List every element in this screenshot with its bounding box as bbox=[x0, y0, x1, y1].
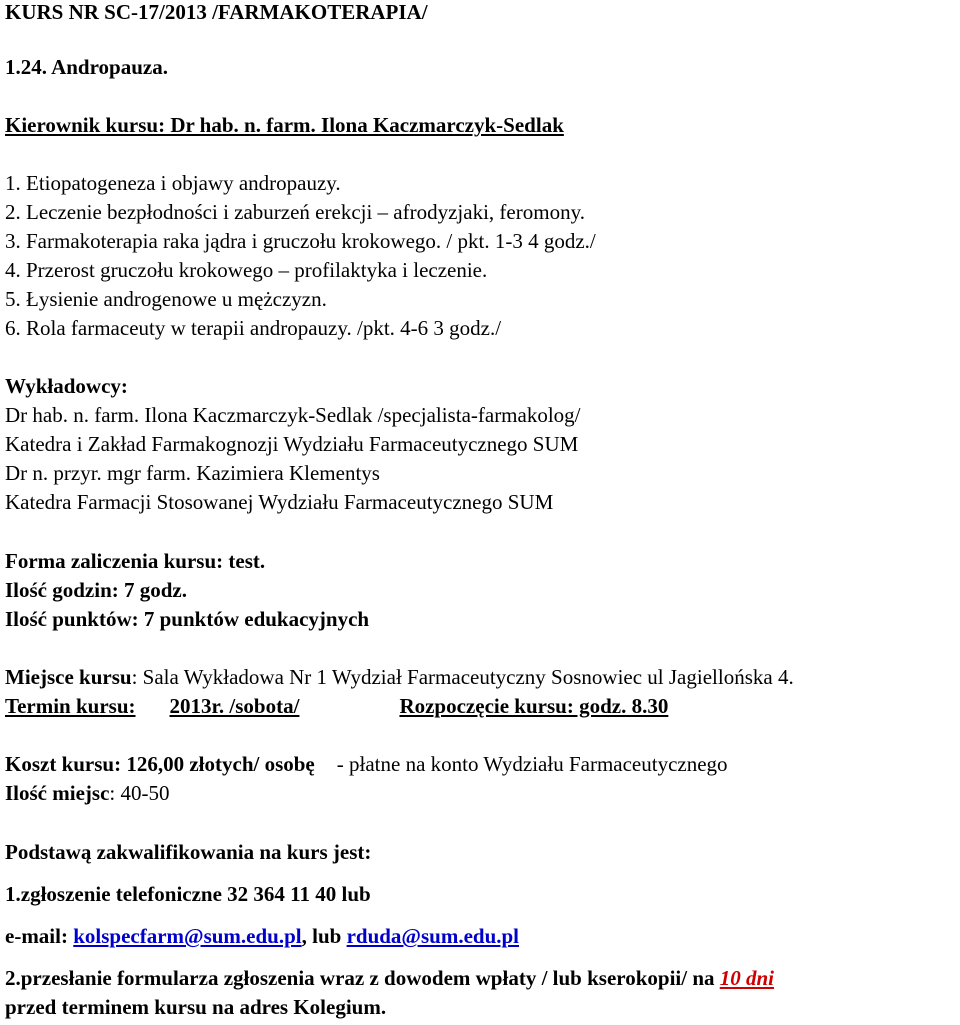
seats bbox=[5, 781, 169, 805]
qualification-form bbox=[5, 966, 774, 990]
cost-note: - płatne na konto Wydziału Farmaceutycznego bbox=[336, 752, 728, 776]
lecturer-line: Dr n. przyr. mgr farm. Kazimiera Klementys bbox=[5, 461, 380, 485]
email-label: e-mail: bbox=[5, 924, 74, 948]
cost-value: : 126,00 złotych/ osobę bbox=[114, 752, 315, 776]
term-value: 2013r. /sobota/ bbox=[169, 694, 300, 718]
start-time: Rozpoczęcie kursu: godz. 8.30 bbox=[399, 694, 669, 718]
lecturer-line: Katedra i Zakład Farmakognozji Wydziału Farmaceutycznego SUM bbox=[5, 432, 579, 456]
cost-label: Koszt kursu bbox=[5, 752, 115, 776]
topic-item: 4. Przerost gruczołu krokowego – profilaktyka i leczenie. bbox=[5, 258, 488, 282]
topic-item: 2. Leczenie bezpłodności i zaburzeń erekcji – afrodyzjaki, feromony. bbox=[5, 200, 585, 224]
qualification-heading: Podstawą zakwalifikowania na kurs jest: bbox=[5, 840, 372, 864]
deadline-days: 10 dni bbox=[719, 966, 775, 990]
qualification-email bbox=[5, 924, 519, 948]
topic-item: 6. Rola farmaceuty w terapii andropauzy. /pkt. 4-6 3 godz./ bbox=[5, 316, 502, 340]
assessment-form: Forma zaliczenia kursu: test. bbox=[5, 549, 266, 573]
qualification-form-cont: przed terminem kursu na adres Kolegium. bbox=[5, 995, 387, 1019]
email-link-rduda[interactable]: rduda@sum.edu.pl bbox=[346, 924, 520, 948]
lecturer-line: Dr hab. n. farm. Ilona Kaczmarczyk-Sedlak /specjalista-farmakolog/ bbox=[5, 403, 581, 427]
venue bbox=[5, 665, 794, 689]
term-label: Termin kursu: bbox=[5, 694, 136, 718]
term bbox=[5, 694, 668, 718]
email-link-kolspecfarm[interactable]: kolspecfarm@sum.edu.pl bbox=[73, 924, 302, 948]
topic-item: 1. Etiopatogeneza i objawy andropauzy. bbox=[5, 171, 341, 195]
course-director: Kierownik kursu: Dr hab. n. farm. Ilona Kaczmarczyk-Sedlak bbox=[5, 113, 564, 137]
course-id: KURS NR SC-17/2013 /FARMAKOTERAPIA/ bbox=[5, 0, 428, 24]
qualification-phone: 1.zgłoszenie telefoniczne 32 364 11 40 lub bbox=[5, 882, 371, 906]
email-separator: , lub bbox=[301, 924, 347, 948]
qualification-form-text: 2.przesłanie formularza zgłoszenia wraz z dowodem wpłaty / lub kserokopii/ na bbox=[5, 966, 720, 990]
points: Ilość punktów: 7 punktów edukacyjnych bbox=[5, 607, 370, 631]
hours: Ilość godzin: 7 godz. bbox=[5, 578, 188, 602]
seats-label: Ilość miejsc bbox=[5, 781, 110, 805]
lecturers-heading: Wykładowcy: bbox=[5, 374, 128, 398]
topic-item: 5. Łysienie androgenowe u mężczyzn. bbox=[5, 287, 327, 311]
course-title: 1.24. Andropauza. bbox=[5, 55, 168, 79]
venue-value: : Sala Wykładowa Nr 1 Wydział Farmaceutyczny Sosnowiec ul Jagiellońska 4. bbox=[131, 665, 794, 689]
venue-label: Miejsce kursu bbox=[5, 665, 132, 689]
seats-value: : 40-50 bbox=[109, 781, 170, 805]
lecturer-line: Katedra Farmacji Stosowanej Wydziału Farmaceutycznego SUM bbox=[5, 490, 554, 514]
cost bbox=[5, 752, 728, 776]
topic-item: 3. Farmakoterapia raka jądra i gruczołu krokowego. / pkt. 1-3 4 godz./ bbox=[5, 229, 596, 253]
